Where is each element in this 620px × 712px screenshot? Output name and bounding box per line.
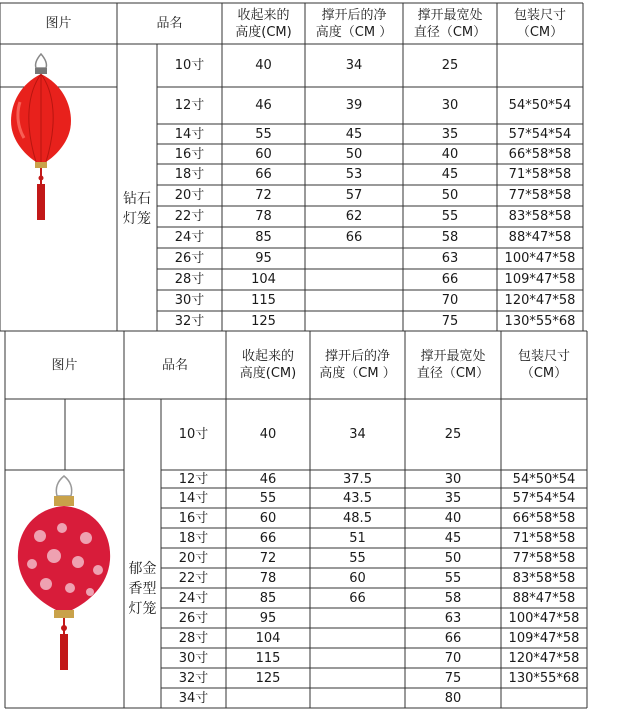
table_a-row-5-closed: 78 bbox=[255, 209, 272, 224]
table_b-header-picture: 图片 bbox=[51, 357, 78, 373]
table_a-header-package-size: 包装尺寸 （CM） bbox=[513, 7, 566, 40]
table_a-row-10-size: 32寸 bbox=[174, 313, 205, 329]
table_a-row-5-diameter: 55 bbox=[441, 209, 459, 224]
table_a-row-1-diameter: 35 bbox=[441, 126, 459, 142]
table_a-row-7-diameter: 63 bbox=[441, 251, 459, 266]
table_a-row-first-size: 10寸 bbox=[174, 58, 205, 73]
table_a-row-5-package: 83*58*58 bbox=[508, 209, 572, 224]
table_a-row-1-closed: 55 bbox=[255, 126, 272, 142]
table_b-row-1-package: 57*54*54 bbox=[512, 490, 576, 506]
table_b-row-6-package: 88*47*58 bbox=[512, 590, 576, 606]
table_b-row-2-size: 16寸 bbox=[178, 510, 209, 526]
table_a-row-0-size: 12寸 bbox=[174, 98, 205, 113]
table_a-row-2-size: 16寸 bbox=[174, 146, 205, 162]
table_a-row-9-open bbox=[305, 290, 403, 311]
table_a-row-3-diameter: 45 bbox=[441, 167, 459, 182]
table_a-row-8-diameter: 66 bbox=[441, 272, 459, 287]
table_a-row-1-package: 57*54*54 bbox=[508, 126, 572, 142]
table_b-header-height-open: 撑开后的净 高度（CM ） bbox=[319, 349, 396, 381]
table_a-row-first-diameter: 25 bbox=[441, 58, 459, 73]
table_a-row-7-closed: 95 bbox=[255, 251, 272, 266]
table_b-row-7-closed: 95 bbox=[259, 610, 277, 626]
table_b-row-0-closed: 46 bbox=[259, 471, 277, 487]
table_a-row-6-closed: 85 bbox=[255, 230, 272, 245]
table_b-row-8-diameter: 66 bbox=[444, 630, 462, 646]
table_a-row-6-open: 66 bbox=[345, 230, 363, 245]
table_b-row-10-diameter: 75 bbox=[444, 670, 462, 686]
table_b-row-11-closed bbox=[226, 688, 310, 708]
table_b-row-6-size: 24寸 bbox=[178, 590, 209, 606]
table_a-row-2-closed: 60 bbox=[255, 146, 272, 162]
table_b-row-9-package: 120*47*58 bbox=[508, 650, 580, 666]
table_a-row-3-closed: 66 bbox=[255, 167, 272, 182]
table_a-row-4-size: 20寸 bbox=[174, 188, 205, 203]
table_b-category-label: 郁金 香型 灯笼 bbox=[128, 561, 157, 617]
table_b-row-5-open: 60 bbox=[349, 570, 366, 586]
table_a-row-3-package: 71*58*58 bbox=[508, 167, 572, 182]
table_b-row-6-closed: 85 bbox=[259, 590, 277, 606]
table_b-row-3-open: 51 bbox=[349, 530, 366, 546]
table_b-row-6-diameter: 58 bbox=[444, 590, 462, 606]
table_a-header-height-open: 撑开后的净 高度（CM ） bbox=[315, 7, 393, 40]
table_a-row-8-size: 28寸 bbox=[174, 272, 205, 287]
table_b-row-2-open: 48.5 bbox=[343, 510, 372, 526]
table_b-row-4-package: 77*58*58 bbox=[512, 550, 576, 566]
table_a-row-9-diameter: 70 bbox=[441, 293, 459, 308]
table_b-row-7-package: 100*47*58 bbox=[508, 610, 580, 626]
table_b-row-9-size: 30寸 bbox=[178, 650, 209, 666]
table_b-row-1-size: 14寸 bbox=[178, 490, 209, 506]
table_b-row-2-package: 66*58*58 bbox=[512, 510, 576, 526]
table_b-row-4-open: 55 bbox=[349, 550, 366, 566]
table_a-row-2-open: 50 bbox=[345, 146, 363, 162]
table_b-row-8-open bbox=[310, 628, 405, 648]
table_b-row-3-size: 18寸 bbox=[178, 530, 209, 546]
table_b-row-7-size: 26寸 bbox=[178, 610, 209, 626]
table_a-row-1-size: 14寸 bbox=[174, 126, 205, 142]
table_a-row-8-closed: 104 bbox=[251, 272, 276, 287]
table_b-row-3-closed: 66 bbox=[259, 530, 277, 546]
table_b-row-first-diameter: 25 bbox=[444, 427, 462, 442]
table_a-row-4-open: 57 bbox=[345, 188, 363, 203]
table_b-row-first-package bbox=[501, 399, 587, 470]
table_a-row-6-package: 88*47*58 bbox=[508, 230, 572, 245]
table_a-row-0-diameter: 30 bbox=[441, 98, 459, 113]
table_b-row-5-diameter: 55 bbox=[444, 570, 462, 586]
table_a-row-2-package: 66*58*58 bbox=[508, 146, 572, 162]
table_a-row-3-open: 53 bbox=[345, 167, 363, 182]
table_b-row-6-open: 66 bbox=[349, 590, 366, 606]
table_a-row-10-closed: 125 bbox=[251, 313, 276, 329]
table_a-row-9-closed: 115 bbox=[251, 293, 276, 308]
table_b-row-5-closed: 78 bbox=[259, 570, 277, 586]
table_b-row-9-diameter: 70 bbox=[444, 650, 462, 666]
table_b-row-first-size: 10寸 bbox=[178, 427, 209, 442]
table_a-row-6-size: 24寸 bbox=[174, 230, 205, 245]
table_a-row-9-size: 30寸 bbox=[174, 293, 205, 308]
table_b-row-9-closed: 115 bbox=[255, 650, 281, 666]
table_b-row-1-diameter: 35 bbox=[444, 490, 462, 506]
table_b-row-2-closed: 60 bbox=[259, 510, 277, 526]
table_b-row-11-size: 34寸 bbox=[178, 690, 209, 706]
table_b-row-9-open bbox=[310, 648, 405, 668]
table_a-row-0-closed: 46 bbox=[255, 98, 272, 113]
table_b-row-8-closed: 104 bbox=[255, 630, 281, 646]
table_a-row-first-closed: 40 bbox=[255, 58, 272, 73]
table_a-row-1-open: 45 bbox=[345, 126, 363, 142]
table_b-row-4-diameter: 50 bbox=[444, 550, 462, 566]
table_b-row-3-diameter: 45 bbox=[444, 530, 462, 546]
table_a-row-5-size: 22寸 bbox=[174, 209, 205, 224]
table_a-header-height-closed: 收起来的 高度(CM) bbox=[235, 7, 292, 40]
table_b-row-4-closed: 72 bbox=[259, 550, 277, 566]
tulip-lantern-image bbox=[10, 474, 118, 674]
table_b-row-11-package bbox=[501, 688, 587, 708]
table_a-header-max-diameter: 撑开最宽处 直径（CM） bbox=[413, 7, 487, 40]
table_b-row-11-diameter: 80 bbox=[444, 690, 462, 706]
table_a-header-picture: 图片 bbox=[45, 16, 72, 31]
table_b-header-package-size: 包装尺寸 （CM） bbox=[517, 349, 570, 381]
table_b-row-10-size: 32寸 bbox=[178, 670, 209, 686]
table_b-row-7-open bbox=[310, 608, 405, 628]
table_a-row-2-diameter: 40 bbox=[441, 146, 459, 162]
table_b-row-0-size: 12寸 bbox=[178, 471, 209, 487]
table_a-row-0-open: 39 bbox=[345, 98, 363, 113]
table_a-row-first-open: 34 bbox=[345, 58, 363, 73]
table_a-category-label: 钻石 灯笼 bbox=[123, 191, 151, 227]
table_b-header-max-diameter: 撑开最宽处 直径（CM） bbox=[416, 349, 490, 381]
table_b-row-first-open: 34 bbox=[349, 427, 366, 442]
table_a-row-6-diameter: 58 bbox=[441, 230, 459, 245]
table_a-row-8-package: 109*47*58 bbox=[504, 272, 576, 287]
table_a-row-9-package: 120*47*58 bbox=[504, 293, 576, 308]
table_a-row-4-diameter: 50 bbox=[441, 188, 459, 203]
table_a-row-7-open bbox=[305, 248, 403, 269]
diamond-lantern-image bbox=[6, 52, 76, 224]
table_b-row-4-size: 20寸 bbox=[178, 550, 209, 566]
table_a-row-4-closed: 72 bbox=[255, 188, 272, 203]
table_a-row-8-open bbox=[305, 269, 403, 290]
table_a-row-7-package: 100*47*58 bbox=[504, 251, 576, 266]
table_b-row-11-open bbox=[310, 688, 405, 708]
table_b-row-0-package: 54*50*54 bbox=[512, 471, 576, 487]
table_b-row-0-open: 37.5 bbox=[343, 471, 372, 487]
table_a-row-first-package bbox=[497, 44, 583, 87]
table_a-row-10-diameter: 75 bbox=[441, 313, 459, 329]
table_b-row-3-package: 71*58*58 bbox=[512, 530, 576, 546]
table_b-row-1-closed: 55 bbox=[259, 490, 277, 506]
table_b-row-5-package: 83*58*58 bbox=[512, 570, 576, 586]
table_b-row-5-size: 22寸 bbox=[178, 570, 209, 586]
table_b-header-name: 品名 bbox=[161, 357, 188, 373]
table_a-row-10-open bbox=[305, 311, 403, 331]
table_a-row-5-open: 62 bbox=[345, 209, 363, 224]
table_a-row-10-package: 130*55*68 bbox=[504, 313, 576, 329]
table_b-row-10-open bbox=[310, 668, 405, 688]
table_b-row-2-diameter: 40 bbox=[444, 510, 462, 526]
table_b-row-1-open: 43.5 bbox=[343, 490, 372, 506]
table_b-row-10-package: 130*55*68 bbox=[508, 670, 580, 686]
table_a-row-4-package: 77*58*58 bbox=[508, 188, 572, 203]
table_a-row-0-package: 54*50*54 bbox=[508, 98, 572, 113]
table_a-header-name: 品名 bbox=[156, 16, 183, 31]
table_b-row-7-diameter: 63 bbox=[444, 610, 462, 626]
table_a-row-7-size: 26寸 bbox=[174, 251, 205, 266]
table_b-header-height-closed: 收起来的 高度(CM) bbox=[239, 349, 297, 381]
table_b-row-8-size: 28寸 bbox=[178, 630, 209, 646]
table_b-row-10-closed: 125 bbox=[255, 670, 281, 686]
table_b-row-8-package: 109*47*58 bbox=[508, 630, 580, 646]
table_b-row-first-closed: 40 bbox=[259, 427, 277, 442]
table_a-row-3-size: 18寸 bbox=[174, 167, 205, 182]
table_b-row-0-diameter: 30 bbox=[444, 471, 462, 487]
